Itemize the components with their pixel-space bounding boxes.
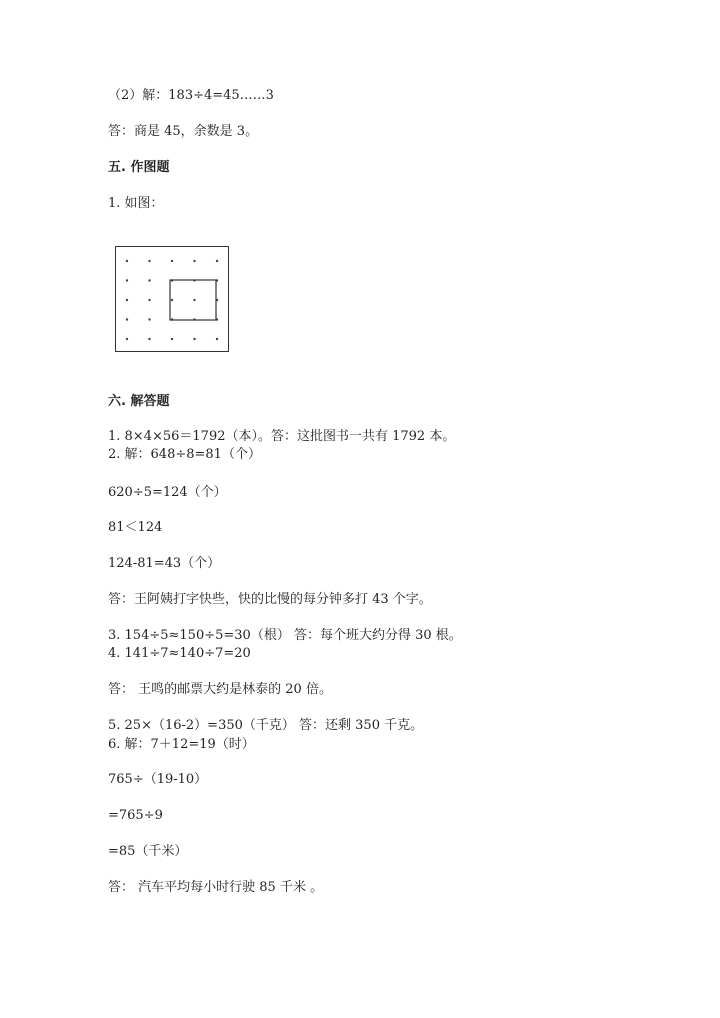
problem-line: 5. 25×（16-2）=350（千克） 答：还剩 350 千克。 (108, 718, 424, 733)
section-heading-drawing: 五. 作图题 (108, 160, 170, 175)
problem-line: =85（千米） (108, 844, 188, 859)
answer-line: 答：商是 45，余数是 3。 (108, 124, 259, 139)
grid-dot (148, 318, 150, 320)
grid-dot (193, 260, 195, 262)
problem-line: 1. 8×4×56＝1792（本）。答：这批图书一共有 1792 本。 (108, 429, 456, 444)
grid-dot (148, 260, 150, 262)
grid-dot (126, 279, 128, 281)
problem-line: 3. 154÷5≈150÷5=30（根） 答：每个班大约分得 30 根。 (108, 628, 462, 643)
grid-dot (193, 338, 195, 340)
grid-dot (126, 318, 128, 320)
problem-line: 620÷5=124（个） (108, 485, 227, 500)
problem-line: 124-81=43（个） (108, 556, 221, 571)
section-heading-problems: 六. 解答题 (108, 394, 170, 409)
problem-line: 答： 王鸣的邮票大约是林泰的 20 倍。 (108, 682, 332, 697)
problem-line: 2. 解：648÷8=81（个） (108, 447, 261, 462)
problem-line: 答： 汽车平均每小时行驶 85 千米 。 (108, 880, 324, 895)
problem-line: 81＜124 (108, 520, 163, 535)
problem-line: 4. 141÷7≈140÷7=20 (108, 646, 251, 661)
dot-grid-figure (115, 246, 231, 354)
solution-line: （2）解：183÷4=45……3 (108, 88, 274, 103)
grid-dot (148, 299, 150, 301)
grid-dot (126, 338, 128, 340)
grid-dot (216, 260, 218, 262)
grid-dot (171, 338, 173, 340)
item-label: 1. 如图： (108, 196, 164, 211)
grid-dot (171, 260, 173, 262)
drawn-rectangle (170, 280, 216, 320)
grid-dot (126, 299, 128, 301)
grid-dot (126, 260, 128, 262)
grid-dot (193, 299, 195, 301)
problem-line: 6. 解：7＋12=19（时） (108, 737, 255, 752)
grid-dot (148, 338, 150, 340)
problem-line: 答：王阿姨打字快些，快的比慢的每分钟多打 43 个字。 (108, 592, 432, 607)
grid-dots (126, 260, 218, 340)
problem-line: =765÷9 (108, 808, 163, 823)
grid-dot (216, 338, 218, 340)
grid-dot (148, 279, 150, 281)
grid-dot (171, 299, 173, 301)
problem-line: 765÷（19-10） (108, 772, 208, 787)
